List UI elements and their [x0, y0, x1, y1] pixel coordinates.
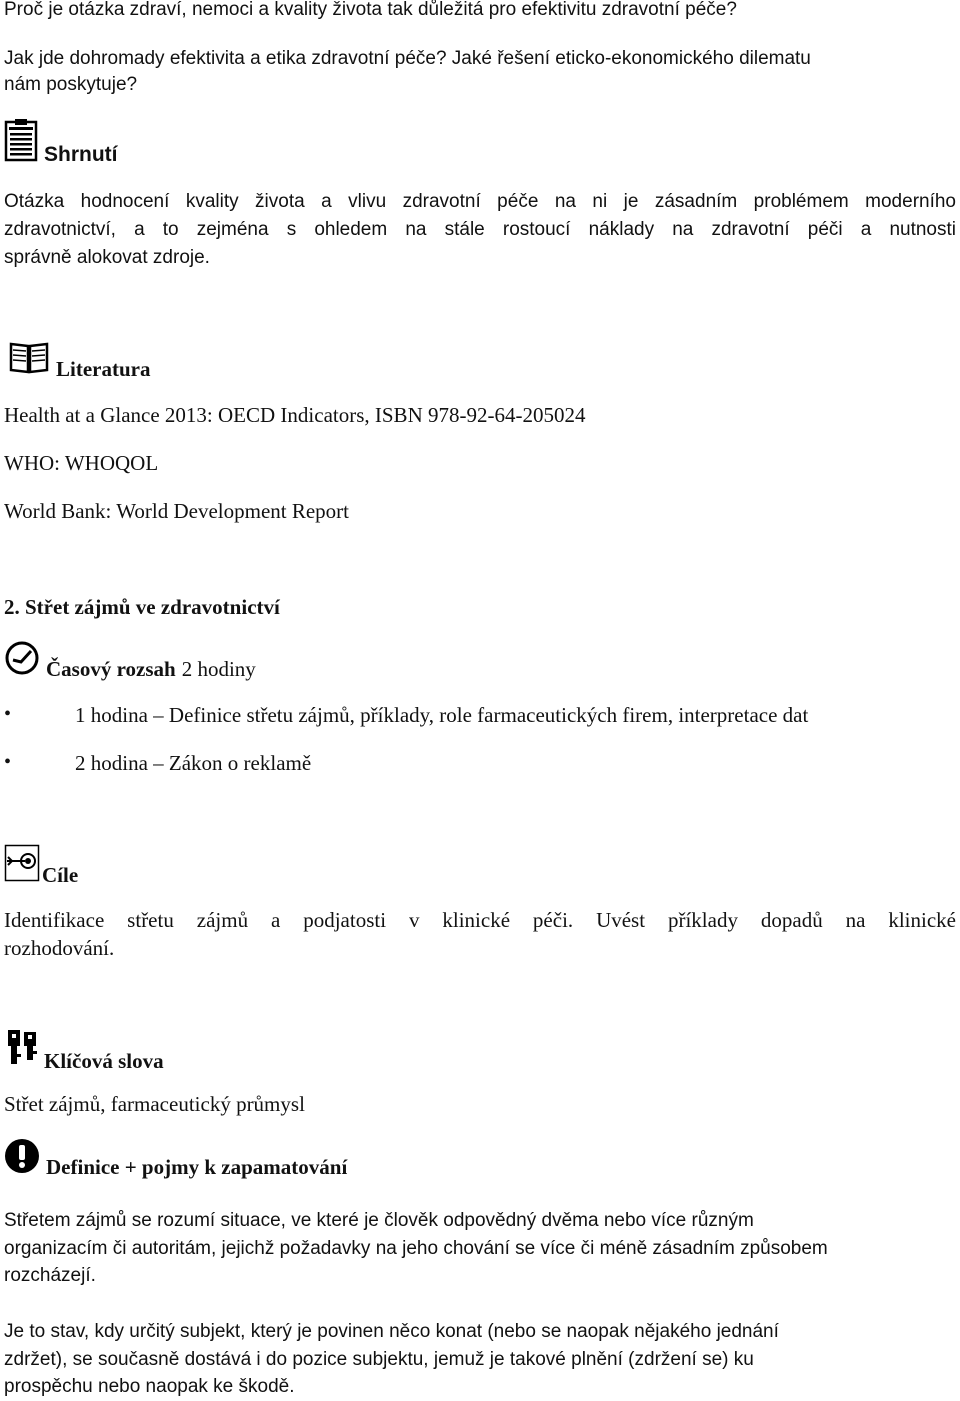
- bullet-marker: •: [4, 703, 12, 725]
- exclamation-icon: [4, 1138, 40, 1179]
- summary-line: Otázka hodnocení kvality života a vlivu zdravotní péče na ni je zásadním problémem moderního: [4, 191, 956, 212]
- time-range-heading: [4, 640, 256, 681]
- goals-line: rozhodování.: [4, 936, 115, 960]
- intro-line: Jak jde dohromady efektivita a etika zdravotní péče? Jaké řešení eticko-ekonomického dilematu: [4, 48, 811, 69]
- section-title: 2. Střet zájmů ve zdravotnictví: [4, 595, 280, 619]
- bullet-marker: •: [4, 751, 12, 773]
- goals-heading: [4, 844, 78, 887]
- intro-line: Proč je otázka zdraví, nemoci a kvality života tak důležitá pro efektivitu zdravotní péče?: [4, 0, 737, 20]
- clock-icon: [4, 640, 40, 681]
- literature-heading: [8, 340, 150, 381]
- keywords-heading: [6, 1028, 164, 1073]
- literature-item: Health at a Glance 2013: OECD Indicators, ISBN 978-92-64-205024: [4, 403, 586, 427]
- keywords-label: Klíčová slova: [44, 1049, 164, 1073]
- summary-paragraph: [4, 188, 956, 272]
- goals-line: Identifikace střetu zájmů a podjatosti v klinické péči. Uvést příklady dopadů na klinické: [4, 908, 956, 932]
- time-range-label: Časový rozsah: [46, 657, 176, 681]
- definition-line: prospěchu nebo naopak ke škodě.: [4, 1376, 295, 1397]
- definition-line: Střetem zájmů se rozumí situace, ve které je člověk odpovědný dvěma nebo více různým: [4, 1210, 754, 1231]
- definition-line: zdržet), se současně dostává i do pozice subjektu, jemuž je takové plnění (zdržení se) ku: [4, 1348, 754, 1370]
- keys-icon: [6, 1028, 40, 1073]
- summary-line: správně alokovat zdroje.: [4, 247, 210, 268]
- definition-paragraph: [4, 1207, 828, 1290]
- definition-line: rozcházejí.: [4, 1265, 96, 1286]
- literature-heading-label: Literatura: [56, 357, 151, 381]
- literature-item: WHO: WHOQOL: [4, 451, 159, 475]
- intro-line: nám poskytuje?: [4, 74, 138, 95]
- goals-paragraph: [4, 906, 956, 962]
- open-book-icon: [8, 340, 50, 381]
- time-range-value: 2 hodiny: [181, 657, 256, 681]
- definitions-heading: [4, 1138, 347, 1179]
- summary-heading: [4, 118, 118, 167]
- bullet-item: 1 hodina – Definice střetu zájmů, příklady, role farmaceutických firem, interpretace dat: [75, 703, 809, 727]
- definition-paragraph: [4, 1318, 779, 1401]
- summary-heading-label: Shrnutí: [44, 143, 118, 166]
- definitions-label: Definice + pojmy k zapamatování: [46, 1155, 348, 1179]
- literature-item: World Bank: World Development Report: [4, 499, 350, 523]
- summary-line: zdravotnictví, a to zejména s ohledem na stále rostoucí náklady na zdravotní péči a nutnosti: [4, 219, 956, 240]
- definition-line: organizacím či autoritám, jejichž požadavky na jeho chování se více či méně zásadním způsobem: [4, 1237, 828, 1259]
- notepad-icon: [4, 118, 38, 167]
- bullet-item: 2 hodina – Zákon o reklamě: [75, 751, 312, 775]
- goals-label: Cíle: [42, 863, 79, 887]
- definition-line: Je to stav, kdy určitý subjekt, který je povinen něco konat (nebo se naopak nějakého jednání: [4, 1321, 779, 1342]
- keywords-text: Střet zájmů, farmaceutický průmysl: [4, 1092, 305, 1116]
- target-icon: [4, 844, 40, 887]
